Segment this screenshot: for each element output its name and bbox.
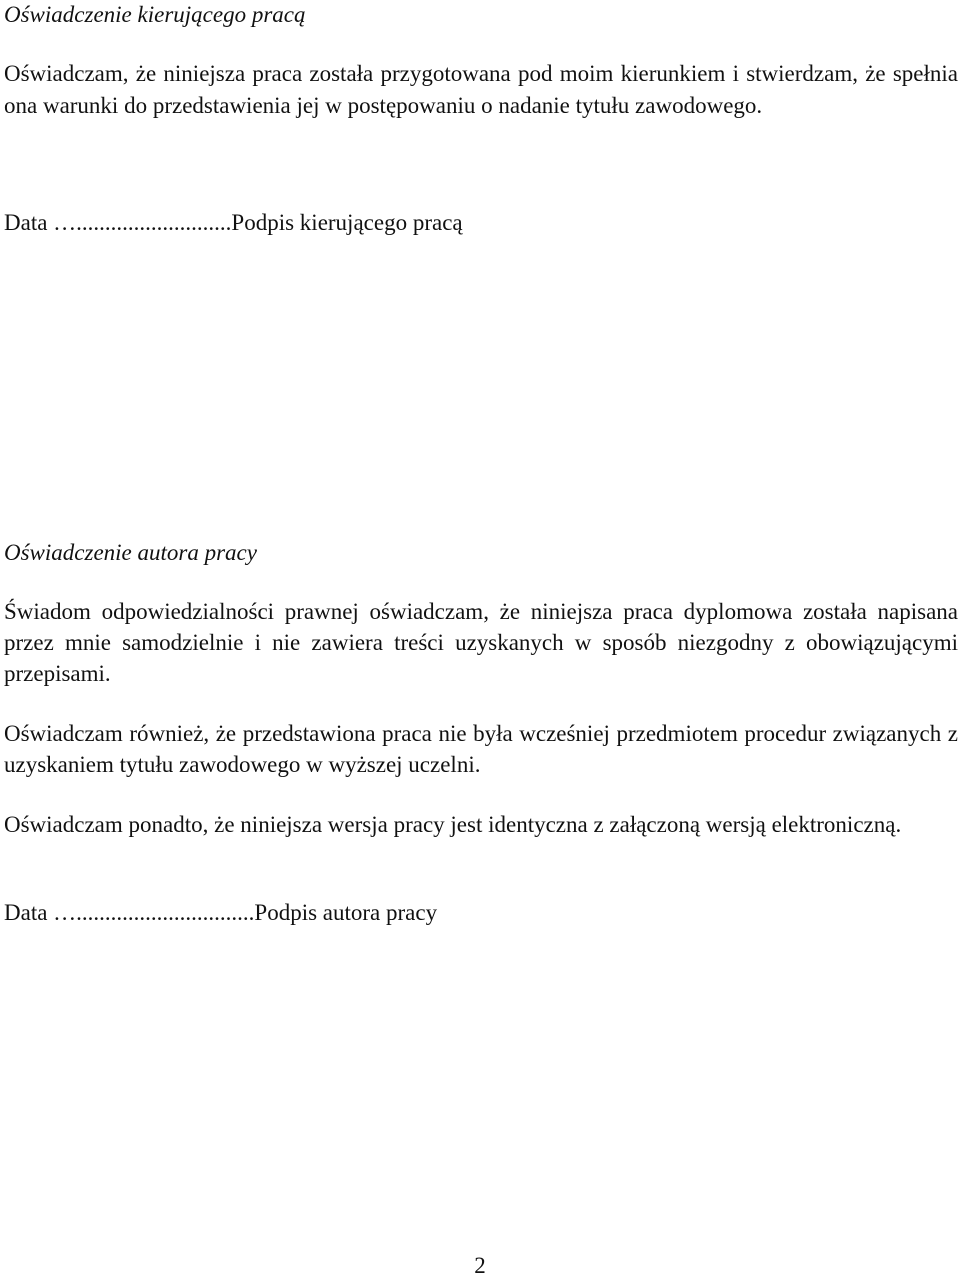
author-heading: Oświadczenie autora pracy (4, 540, 257, 565)
supervisor-signature-line: Data …...........................Podpis kierującego pracą (4, 210, 463, 235)
author-paragraph-2-block (4, 718, 958, 780)
author-paragraph-2: Oświadczam również, że przedstawiona praca nie była wcześniej przedmiotem procedur związanych z uzyskaniem tytułu zawodowego w wyższej uczelni. (4, 721, 958, 777)
supervisor-signature-block (4, 208, 958, 238)
page-number: 2 (474, 1253, 486, 1278)
author-heading-block (4, 538, 958, 568)
supervisor-paragraph-block (4, 58, 958, 121)
author-paragraph-3: Oświadczam ponadto, że niniejsza wersja pracy jest identyczna z załączoną wersją elektroniczną. (4, 812, 902, 837)
author-paragraph-3-block (4, 809, 958, 840)
author-paragraph-1-block (4, 596, 958, 689)
author-signature-block (4, 898, 958, 928)
supervisor-heading: Oświadczenie kierującego pracą (4, 2, 306, 27)
author-paragraph-1: Świadom odpowiedzialności prawnej oświadczam, że niniejsza praca dyplomowa została napisana przez mnie samodzielnie i nie zawiera treści uzyskanych w sposób niezgodny z obowiązującymi przepisami. (4, 599, 958, 686)
author-signature-line: Data …...............................Podpis autora pracy (4, 900, 438, 925)
supervisor-heading-block (4, 0, 958, 30)
supervisor-paragraph: Oświadczam, że niniejsza praca została przygotowana pod moim kierunkiem i stwierdzam, że spełnia ona warunki do przedstawienia jej w postępowaniu o nadanie tytułu zawodowego. (4, 61, 958, 118)
